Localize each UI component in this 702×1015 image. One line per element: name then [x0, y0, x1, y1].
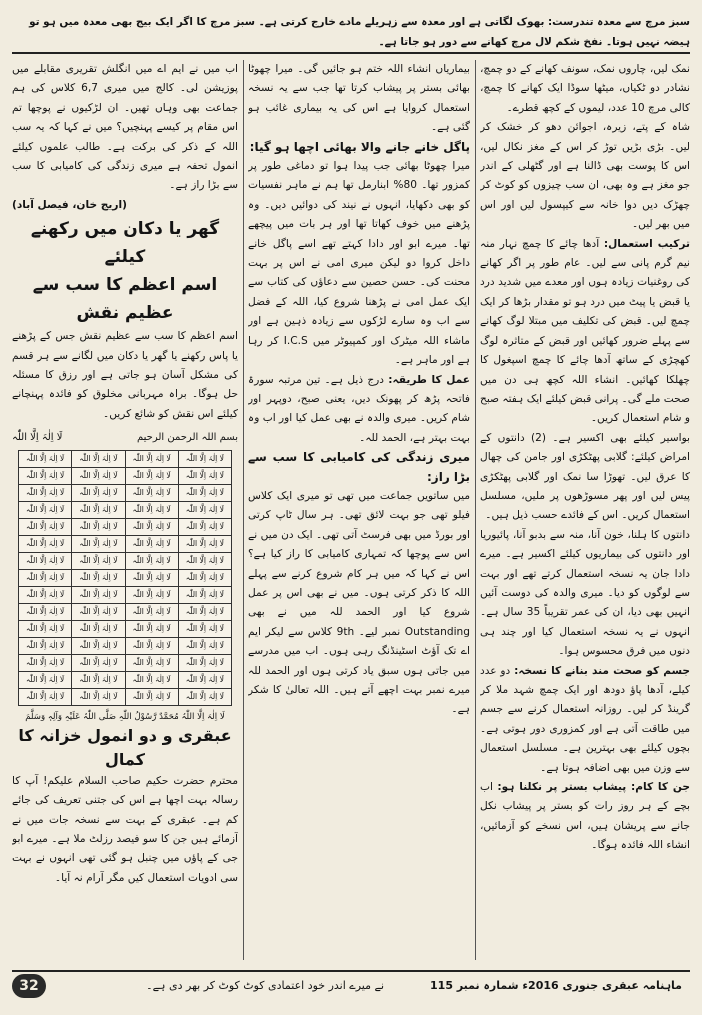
- article-title: اسم اعظم کا سب سے عظیم نقش: [32, 275, 218, 324]
- paragraph: بواسیر کیلئے بھی اکسیر ہے۔ (2) دانتوں کے امراض کیلئے: گلابی پھٹکڑی اور جامن کی چھال کا عرق لیں۔ تھوڑا سا نمک اور گلابی پھٹکڑی پیس لیں اور پھر مسوڑھوں پر ملیں، مسلسل استعمال کریں۔ اس کے فائدے حسب ذیل ہیں۔: [480, 431, 690, 522]
- grid-cell: لَا اِلٰہَ اِلَّا اللّٰہ: [125, 484, 178, 501]
- section-heading: ترکیب استعمال:: [603, 237, 690, 250]
- grid-row: [19, 552, 232, 569]
- paragraph: بیماریاں انشاء اللہ ختم ہو جائیں گی۔ میرا چھوٹا بھائی بستر پر پیشاب کرتا تھا جب سے یہ نسخہ استعمال کروایا ہے اس کی یہ بیماری غائب ہو گئی ہے۔: [248, 63, 470, 134]
- grid-cell: لَا اِلٰہَ اِلَّا اللّٰہ: [178, 637, 231, 654]
- grid-cell: لَا اِلٰہَ اِلَّا اللّٰہ: [72, 620, 125, 637]
- paragraph: شاہ کے پتے، زیرہ، اجوائن دھو کر خشک کر لیں۔ بڑی بڑیں توڑ کر اس کے مغز نکال لیں، اس کا پوست بھی ڈالنا ہے اور گٹھلی کے اندر جو مغز ہے وہ بھی، ان سب چیزوں کو کوٹ کر چھڑک دیں دوا خانہ سے کیپسول لیں اور اس میں بھر لیں۔: [480, 121, 690, 231]
- paragraph: اب میں نے ایم اے میں انگلش تقریری مقابلے میں پوزیشن لی۔ کالج میں میری 6,7 کلاس کی ہم جماعت بھی وہاں تھیں۔ ان لڑکیوں نے پوچھا تم اس مقام پر کیسے پہنچیں؟ میں نے کہا کہ یہ سب اللہ کے ذکر کی برکت ہے۔ طالب علموں کیلئے انمول تحفہ ہے میری زندگی کی کامیابی کا سب سے بڑا راز ہے۔: [12, 63, 238, 192]
- section-heading: میری زندگی کی کامیابی کا سب سے بڑا راز:: [248, 450, 470, 484]
- grid-row: [19, 586, 232, 603]
- signature: (اریج خان، فیصل آباد): [12, 198, 127, 211]
- grid-cell: لَا اِلٰہَ اِلَّا اللّٰہ: [72, 501, 125, 518]
- grid-row: [19, 501, 232, 518]
- column-divider: [243, 60, 244, 960]
- grid-cell: لَا اِلٰہَ اِلَّا اللّٰہ: [72, 450, 125, 467]
- article-title: عبقری و دو انمول خزانہ کا کمال: [18, 725, 232, 769]
- grid-cell: لَا اِلٰہَ اِلَّا اللّٰہ: [178, 484, 231, 501]
- grid-cell: لَا اِلٰہَ اِلَّا اللّٰہ: [72, 569, 125, 586]
- grid-cell: لَا اِلٰہَ اِلَّا اللّٰہ: [125, 637, 178, 654]
- magazine-page: [12, 12, 690, 1000]
- paragraph: اب بچے کے ہر روز رات کو بستر پر پیشاب نکل جانے سے پریشان ہیں، اس نسخے کو آزمائیں، انشاء اللہ فائدہ ہوگا۔: [480, 781, 690, 852]
- grid-row: [19, 484, 232, 501]
- kalima: لَا اِلٰہَ اِلَّا اللّٰہ: [12, 432, 63, 444]
- paragraph: میرا چھوٹا بھائی جب پیدا ہوا تو دماغی طور پر کمزور تھا۔ 80% ابنارمل تھا ہم نے ماہر نفسیات کو بھی دکھایا، انہوں نے نیند کی دوائیں دیں۔ وہ پڑھنے میں خوف کھاتا تھا اور ہر بات میں پیچھے تھا۔ میرے ابو اور دادا کہتے تھے اسے پاگل خانے داخل کروا دو لیکن میری امی نے اس پر بہت محنت کی۔ حسن حصین سے دعاؤں کی کتاب سے ایک عمل امی نے پڑھنا شروع کیا، اللہ کے فضل سے اب وہ سارے لڑکوں سے زیادہ ذہین ہے اور ماشاء اللہ میٹرک اور کمپیوٹر میں I.C.S کر رہا ہے اور ماہر ہے۔: [248, 160, 470, 367]
- section-heading: جسم کو صحت مند بنانے کا نسخہ:: [514, 664, 690, 677]
- grid-cell: لَا اِلٰہَ اِلَّا اللّٰہ: [178, 586, 231, 603]
- section-heading: جن کا کام: پیشاب بستر پر نکلنا ہو:: [497, 781, 690, 794]
- grid-footer: لَا اِلٰہَ اِلَّا اللّٰہُ مُحَمَّدٌ رَّسُوْلُ اللّٰہِ صَلَّی اللّٰہُ عَلَیْہِ وَآلِہٖ وَسَلَّمَ: [25, 711, 225, 722]
- grid-row: [19, 518, 232, 535]
- paragraph: دانتوں کا ہلنا، خون آنا، منہ سے بدبو آنا، پائیوریا اور دانتوں کی بیماریوں کیلئے اکسیر ہے۔ میرے دادا جان یہ نسخہ استعمال کرتے تھے اور بہت سے لوگوں کو دیا۔ میری والدہ کی دوست آئیں انہیں بھی دیا، ان کی عمر تقریباً 35 سال ہے۔ انہوں نے یہ نسخہ استعمال کیا اور چند ہی دنوں میں فرق محسوس ہوا۔: [480, 528, 690, 658]
- grid-row: [19, 688, 232, 705]
- grid-cell: لَا اِلٰہَ اِلَّا اللّٰہ: [72, 654, 125, 671]
- grid-cell: لَا اِلٰہَ اِلَّا اللّٰہ: [178, 569, 231, 586]
- grid-row: [19, 671, 232, 688]
- grid-cell: لَا اِلٰہَ اِلَّا اللّٰہ: [125, 569, 178, 586]
- grid-cell: لَا اِلٰہَ اِلَّا اللّٰہ: [72, 552, 125, 569]
- paragraph: آدھا چائے کا چمچ نہار منہ نیم گرم پانی سے لیں۔ عام طور پر اگر کھانے کی روغنیات زیادہ ہوں اور معدے میں شدید درد یا قبض یا پیٹ میں درد ہو تو مقدار بڑھا کر ایک چمچ لیں۔ قبض کی تکلیف میں مبتلا لوگ کھانے سے پہلے ضرور کھائیں اور قبض کے متاثرہ لوگ کھچڑی کے ساتھ آدھا چائے کا چمچ اسپغول کا چھلکا کھائیں۔ انشاء اللہ کچھ ہی دن میں صحت ملے گی۔ پرانی قبض کیلئے ایک ہفتہ صبح و شام استعمال کریں۔: [480, 237, 690, 425]
- grid-cell: لَا اِلٰہَ اِلَّا اللّٰہ: [19, 637, 72, 654]
- magazine-info: ماہنامہ عبقری جنوری 2016ء شمارہ نمبر 115: [430, 979, 682, 992]
- paragraph: میں ساتویں جماعت میں تھی تو میری ایک کلاس فیلو تھی جو بہت لائق تھی۔ ہر سال ٹاپ کرتی اور بورڈ میں بھی فرسٹ آتی تھی۔ ایک دن میں نے اس سے پوچھا کہ تمہاری کامیابی کا راز کیا ہے؟ اس نے کہا کہ میں ہر کام شروع کرنے سے پہلے اللہ کا ذکر کرتی ہوں۔ میں نے بھی اس پر عمل شروع کیا اور الحمد للہ میں نے بھی Outstanding نمبر لیے۔ 9th کلاس سے لیکر ایم اے تک آؤٹ اسٹینڈنگ رہی ہوں۔ اب میں مدرسے میں جاتی ہوں سبق یاد کرتی ہوں اور الحمد للہ میرے نمبر بہت اچھے آتے ہیں۔ اللہ تعالیٰ کا شکر ہے۔: [248, 489, 470, 716]
- grid-cell: لَا اِلٰہَ اِلَّا اللّٰہ: [19, 603, 72, 620]
- grid-cell: لَا اِلٰہَ اِلَّا اللّٰہ: [178, 603, 231, 620]
- grid-cell: لَا اِلٰہَ اِلَّا اللّٰہ: [19, 654, 72, 671]
- grid-cell: لَا اِلٰہَ اِلَّا اللّٰہ: [19, 484, 72, 501]
- footer-text: نے میرے اندر خود اعتمادی کوٹ کوٹ کر بھر دی ہے۔: [146, 979, 384, 992]
- grid-cell: لَا اِلٰہَ اِلَّا اللّٰہ: [125, 603, 178, 620]
- grid-cell: لَا اِلٰہَ اِلَّا اللّٰہ: [19, 552, 72, 569]
- column-divider: [475, 60, 476, 960]
- grid-cell: لَا اِلٰہَ اِلَّا اللّٰہ: [125, 552, 178, 569]
- bismillah: بسم اللہ الرحمن الرحیم: [136, 432, 238, 444]
- section-heading: پاگل خانے جانے والا بھائی اچھا ہو گیا:: [249, 139, 470, 154]
- paragraph: درج ذیل ہے۔ تین مرتبہ سورۃ فاتحہ پڑھ کر پھونک دیں، یعنی صبح، دوپہر اور شام کریں۔ میری والدہ نے بھی عمل کیا اور اب وہ بہت بہتر ہے، الحمد للہ۔: [248, 373, 470, 444]
- grid-cell: لَا اِلٰہَ اِلَّا اللّٰہ: [125, 586, 178, 603]
- grid-row: [19, 637, 232, 654]
- grid-cell: لَا اِلٰہَ اِلَّا اللّٰہ: [125, 620, 178, 637]
- grid-cell: لَا اِلٰہَ اِلَّا اللّٰہ: [72, 484, 125, 501]
- article-title: گھر یا دکان میں رکھنے کیلئے: [30, 219, 220, 268]
- column-left: [12, 60, 238, 960]
- grid-cell: لَا اِلٰہَ اِلَّا اللّٰہ: [178, 518, 231, 535]
- grid-row: [19, 535, 232, 552]
- grid-cell: لَا اِلٰہَ اِلَّا اللّٰہ: [72, 467, 125, 484]
- grid-cell: لَا اِلٰہَ اِلَّا اللّٰہ: [178, 654, 231, 671]
- paragraph: نمک لیں، چاروں نمک، سونف کھانے کے دو چمچ، نشادر دو ٹکیاں، میٹھا سوڈا ایک کھانے کا چمچ، کالی مرچ 10 عدد، لیموں کے کچھ قطرے۔: [480, 63, 690, 114]
- grid-row: [19, 620, 232, 637]
- grid-cell: لَا اِلٰہَ اِلَّا اللّٰہ: [19, 518, 72, 535]
- grid-cell: لَا اِلٰہَ اِلَّا اللّٰہ: [178, 501, 231, 518]
- grid-row: [19, 603, 232, 620]
- grid-cell: لَا اِلٰہَ اِلَّا اللّٰہ: [178, 671, 231, 688]
- grid-cell: لَا اِلٰہَ اِلَّا اللّٰہ: [19, 620, 72, 637]
- grid-cell: لَا اِلٰہَ اِلَّا اللّٰہ: [19, 501, 72, 518]
- grid-cell: لَا اِلٰہَ اِلَّا اللّٰہ: [178, 688, 231, 705]
- column-middle: [248, 60, 470, 960]
- naqsh-grid: [18, 450, 232, 706]
- grid-cell: لَا اِلٰہَ اِلَّا اللّٰہ: [19, 586, 72, 603]
- grid-cell: لَا اِلٰہَ اِلَّا اللّٰہ: [125, 501, 178, 518]
- grid-cell: لَا اِلٰہَ اِلَّا اللّٰہ: [19, 450, 72, 467]
- grid-row: [19, 450, 232, 467]
- grid-cell: لَا اِلٰہَ اِلَّا اللّٰہ: [125, 654, 178, 671]
- grid-cell: لَا اِلٰہَ اِلَّا اللّٰہ: [178, 552, 231, 569]
- grid-cell: لَا اِلٰہَ اِلَّا اللّٰہ: [125, 671, 178, 688]
- page-footer: [12, 970, 690, 1002]
- grid-cell: لَا اِلٰہَ اِلَّا اللّٰہ: [125, 688, 178, 705]
- grid-cell: لَا اِلٰہَ اِلَّا اللّٰہ: [178, 450, 231, 467]
- grid-cell: لَا اِلٰہَ اِلَّا اللّٰہ: [19, 688, 72, 705]
- grid-row: [19, 467, 232, 484]
- grid-cell: لَا اِلٰہَ اِلَّا اللّٰہ: [72, 671, 125, 688]
- grid-row: [19, 569, 232, 586]
- page-number: 32: [12, 974, 46, 998]
- grid-header: [12, 428, 238, 447]
- grid-cell: لَا اِلٰہَ اِلَّا اللّٰہ: [125, 450, 178, 467]
- grid-cell: لَا اِلٰہَ اِلَّا اللّٰہ: [19, 671, 72, 688]
- grid-cell: لَا اِلٰہَ اِلَّا اللّٰہ: [125, 467, 178, 484]
- grid-cell: لَا اِلٰہَ اِلَّا اللّٰہ: [72, 688, 125, 705]
- grid-cell: لَا اِلٰہَ اِلَّا اللّٰہ: [19, 535, 72, 552]
- paragraph: اسم اعظم کا سب سے عظیم نقش جس کے پڑھنے یا پاس رکھنے یا گھر یا دکان میں لگانے سے ہر قسم کی مشکل آسان ہو جاتی ہے اور رزق کا مسئلہ حل ہوگا۔ براہ مہربانی مخلوق کو فائدہ پہنچانے کیلئے اس نقش کو شائع کریں۔: [12, 330, 238, 420]
- grid-cell: لَا اِلٰہَ اِلَّا اللّٰہ: [72, 603, 125, 620]
- grid-cell: لَا اِلٰہَ اِلَّا اللّٰہ: [72, 535, 125, 552]
- grid-cell: لَا اِلٰہَ اِلَّا اللّٰہ: [72, 586, 125, 603]
- grid-cell: لَا اِلٰہَ اِلَّا اللّٰہ: [125, 535, 178, 552]
- grid-cell: لَا اِلٰہَ اِلَّا اللّٰہ: [178, 620, 231, 637]
- grid-cell: لَا اِلٰہَ اِلَّا اللّٰہ: [178, 467, 231, 484]
- section-heading: عمل کا طریقہ:: [388, 373, 470, 386]
- grid-row: [19, 654, 232, 671]
- grid-cell: لَا اِلٰہَ اِلَّا اللّٰہ: [178, 535, 231, 552]
- grid-cell: لَا اِلٰہَ اِلَّا اللّٰہ: [125, 518, 178, 535]
- grid-cell: لَا اِلٰہَ اِلَّا اللّٰہ: [19, 569, 72, 586]
- paragraph: محترم حضرت حکیم صاحب السلام علیکم! آپ کا رسالہ بہت اچھا ہے اس کی جتنی تعریف کی جائے کم ہے۔ عبقری کے بہت سے نسخہ جات میں نے آزمائے ہیں جن کا سو فیصد رزلٹ ملا ہے۔ میرے ابو جی کے پاؤں میں چنبل ہو گئی تھی انہوں نے بہت سی ادویات استعمال کیں مگر آرام نہ آیا۔: [12, 774, 238, 884]
- top-banner: سبز مرچ سے معدہ تندرست: بھوک لگاتی ہے اور معدہ سے زہریلے مادے خارج کرتی ہے۔ سبز مرچ کا اگر ایک بیج بھی معدہ میں ہو تو ہیضہ نہیں ہوتا۔ نفخ شکم لال مرچ کھانے سے دور ہو جاتا ہے۔: [12, 12, 690, 54]
- grid-cell: لَا اِلٰہَ اِلَّا اللّٰہ: [19, 467, 72, 484]
- grid-cell: لَا اِلٰہَ اِلَّا اللّٰہ: [72, 637, 125, 654]
- paragraph: دو عدد کیلے، آدھا پاؤ دودھ اور ایک چمچ شہد ملا کر گرینڈ کر لیں۔ روزانہ استعمال کرنے سے جسم میں طاقت آتی ہے اور کمزوری دور ہوتی ہے۔ بچوں کیلئے بھی بہترین ہے۔ مسلسل استعمال سے وزن میں بھی اضافہ ہوتا ہے۔: [480, 664, 690, 774]
- grid-cell: لَا اِلٰہَ اِلَّا اللّٰہ: [72, 518, 125, 535]
- column-right: [480, 60, 690, 960]
